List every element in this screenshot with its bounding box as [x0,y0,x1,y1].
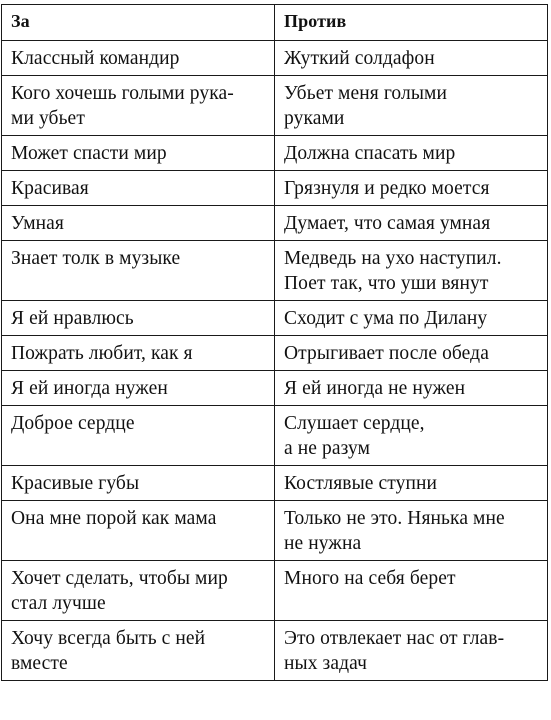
pro-text: Классный командир [11,48,180,69]
con-text: Только не это. Нянька мне [284,508,505,529]
pro-text: Может спасти мир [11,143,167,164]
pro-text: Я ей нравлюсь [11,308,134,329]
con-text: а не разум [284,438,371,459]
table-row [2,171,548,206]
pro-text: вместе [11,653,68,674]
con-cell [275,621,548,681]
table-row [2,466,548,501]
con-text: Должна спасать мир [284,143,456,164]
header-con: Против [275,5,548,41]
pro-cell [2,466,275,501]
pro-text: Знает толк в музыке [11,248,181,269]
pro-text: Доброе сердце [11,413,135,434]
con-text: Я ей иногда не нужен [284,378,466,399]
con-text: Сходит с ума по Дилану [284,308,488,329]
pro-cell [2,336,275,371]
con-cell [275,206,548,241]
table-row [2,241,548,301]
pro-cell [2,76,275,136]
con-text: Слушает сердце, [284,413,425,434]
pro-cell [2,241,275,301]
table-row [2,206,548,241]
table-body [2,41,548,681]
pro-cell [2,171,275,206]
table-row [2,371,548,406]
pros-cons-table [1,4,548,681]
pro-cell [2,371,275,406]
con-cell [275,501,548,561]
table-row [2,336,548,371]
table-row [2,136,548,171]
pro-text: Она мне порой как мама [11,508,217,529]
con-cell [275,561,548,621]
con-cell [275,466,548,501]
header-row [2,5,548,41]
table-row [2,621,548,681]
header-pro: За [2,5,275,41]
con-text: не нужна [284,533,362,554]
pro-cell [2,206,275,241]
table-row [2,41,548,76]
pro-cell [2,621,275,681]
pro-cell [2,561,275,621]
pro-cell [2,406,275,466]
con-text: Поет так, что уши вянут [284,273,489,294]
con-cell [275,76,548,136]
table-row [2,301,548,336]
con-text: Отрыгивает после обеда [284,343,489,364]
con-text: Много на себя берет [284,568,456,589]
pro-text: Хочет сделать, чтобы мир [11,568,228,589]
pro-text: Кого хочешь голыми рука- [11,83,234,104]
table-row [2,406,548,466]
pro-text: ми убьет [11,108,85,129]
con-text: Думает, что самая умная [284,213,491,234]
con-text: Убьет меня голыми [284,83,448,104]
pro-text: Умная [11,213,64,234]
con-cell [275,371,548,406]
table-row [2,76,548,136]
pro-text: Я ей иногда нужен [11,378,168,399]
pro-cell [2,41,275,76]
con-text: Медведь на ухо наступил. [284,248,502,269]
con-text: руками [284,108,345,129]
con-text: Это отвлекает нас от глав- [284,628,505,649]
table-row [2,501,548,561]
con-cell [275,406,548,466]
pro-text: Хочу всегда быть с ней [11,628,206,649]
pro-cell [2,301,275,336]
pro-cell [2,136,275,171]
con-cell [275,136,548,171]
con-text: Жуткий солдафон [284,48,435,69]
con-cell [275,41,548,76]
pro-text: стал лучше [11,593,106,614]
table-row [2,561,548,621]
con-cell [275,241,548,301]
con-text: ных задач [284,653,368,674]
con-cell [275,301,548,336]
pro-cell [2,501,275,561]
con-cell [275,171,548,206]
pro-text: Пожрать любит, как я [11,343,193,364]
con-text: Костлявые ступни [284,473,438,494]
pro-text: Красивые губы [11,473,140,494]
con-text: Грязнуля и редко моется [284,178,490,199]
pro-text: Красивая [11,178,89,199]
con-cell [275,336,548,371]
